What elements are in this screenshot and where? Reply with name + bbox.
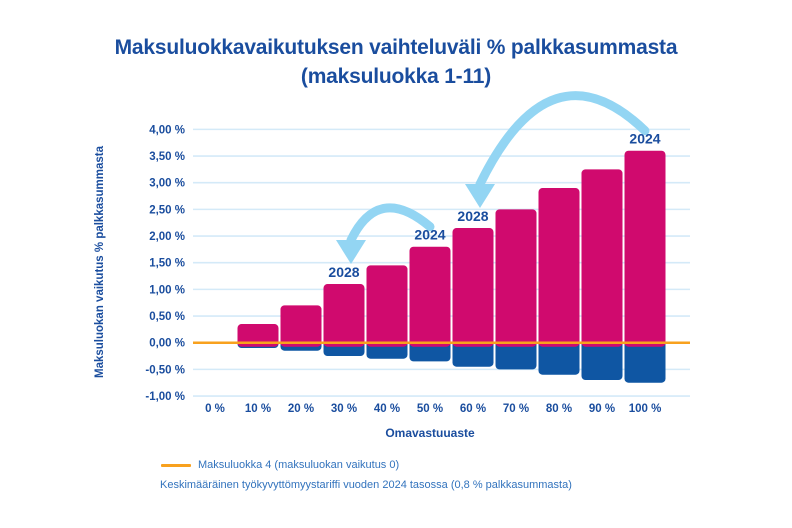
y-tick-label: 3,50 % xyxy=(149,151,185,164)
year-label: 2024 xyxy=(414,226,446,243)
trend-arrow-head xyxy=(336,240,366,264)
y-tick-label: 3,00 % xyxy=(149,177,185,190)
bar-positive-30% xyxy=(324,284,365,347)
y-tick-label: 0,00 % xyxy=(149,337,185,350)
chart-title-line1: Maksuluokkavaikutuksen vaihteluväli % palkkasummasta xyxy=(114,36,678,59)
y-tick-label: 2,00 % xyxy=(149,231,185,244)
x-tick-label: 0 % xyxy=(205,403,225,415)
year-label: 2024 xyxy=(629,130,661,147)
y-tick-label: 4,00 % xyxy=(149,124,185,137)
y-tick-label: -0,50 % xyxy=(145,364,185,377)
x-tick-label: 60 % xyxy=(459,403,487,415)
bar-positive-100% xyxy=(625,151,666,347)
bar-positive-70% xyxy=(496,209,537,346)
x-tick-label: 20 % xyxy=(287,403,315,415)
y-tick-label: -1,00 % xyxy=(145,391,185,404)
x-tick-label: 80 % xyxy=(545,403,573,415)
legend-item-tariffi xyxy=(160,479,572,492)
legend-label: Keskimääräinen työkyvyttömyystariffi vuoden 2024 tasossa (0,8 % palkkasummasta) xyxy=(160,479,572,491)
legend-item-maksuluokka4 xyxy=(161,458,572,472)
x-axis-title: Omavastuuaste xyxy=(385,426,475,440)
x-tick-label: 50 % xyxy=(416,403,444,415)
chart-title-line2: (maksuluokka 1-11) xyxy=(300,65,492,88)
bar-positive-90% xyxy=(582,169,623,346)
year-label: 2028 xyxy=(457,208,489,225)
bar-positive-20% xyxy=(281,305,322,346)
trend-arrow-head xyxy=(465,184,495,208)
legend-label: Maksuluokka 4 (maksuluokan vaikutus 0) xyxy=(198,458,400,471)
x-tick-label: 100 % xyxy=(628,403,662,415)
y-tick-label: 1,00 % xyxy=(149,284,185,297)
bar-positive-50% xyxy=(410,247,451,347)
y-tick-label: 1,50 % xyxy=(149,257,185,270)
bar-positive-60% xyxy=(453,228,494,347)
orange-line-swatch xyxy=(161,464,191,467)
y-tick-label: 0,50 % xyxy=(149,311,185,324)
x-tick-label: 10 % xyxy=(244,403,272,415)
y-axis-title: Maksuluokan vaikutus % palkkasummasta xyxy=(94,145,106,379)
x-tick-label: 30 % xyxy=(330,403,358,415)
y-tick-label: 2,50 % xyxy=(149,204,185,217)
x-tick-label: 90 % xyxy=(588,403,616,415)
x-tick-label: 70 % xyxy=(502,403,530,415)
x-tick-label: 40 % xyxy=(373,403,401,415)
bar-positive-80% xyxy=(539,188,580,347)
bar-positive-40% xyxy=(367,265,408,346)
chart-legend xyxy=(161,458,572,492)
year-label: 2028 xyxy=(328,264,360,281)
